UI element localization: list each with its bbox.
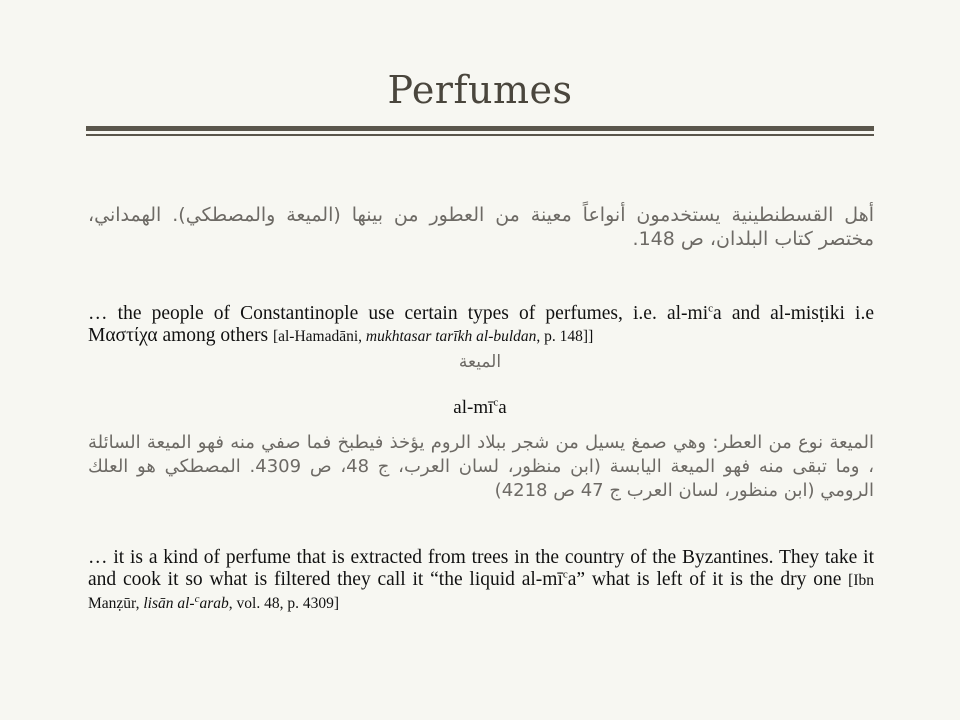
label-sup: c bbox=[493, 396, 499, 409]
arabic-quote-hamadani: أهل القسطنطينية يستخدمون أنواعاً معينة من العطور من بينها (الميعة والمصطكي). الهمداني، مختصر كتاب البلدان، ص 148. bbox=[88, 204, 874, 250]
cite-2-title-part2: arab bbox=[199, 595, 229, 612]
arabic-label-almia: الميعة bbox=[458, 352, 502, 372]
cite-1-open: [al-Hamadāni, bbox=[272, 328, 366, 345]
english-2-text2: a” what is left of it is the dry one bbox=[567, 569, 849, 590]
transliteration-label bbox=[0, 397, 960, 419]
english-2-sup: c bbox=[562, 568, 568, 581]
english-translation-ibn-manzur bbox=[88, 547, 874, 615]
english-1-sup: c bbox=[708, 302, 714, 315]
cite-2-title bbox=[143, 592, 229, 612]
title-rule-thin bbox=[86, 134, 874, 136]
label-text2: a bbox=[498, 397, 507, 418]
cite-1-title: mukhtasar tarīkh al-buldan bbox=[365, 328, 537, 345]
cite-2-open: [Ibn Manẓūr, bbox=[88, 572, 874, 612]
english-1-text: … the people of Constantinople use certain types of perfumes, i.e. al-mi bbox=[88, 303, 709, 324]
english-translation-hamadani bbox=[88, 303, 874, 348]
cite-2-sup: c bbox=[194, 592, 200, 605]
citation-hamadani bbox=[273, 328, 593, 345]
english-1-text2: a and al-misṭiki i.e Μαστίχα among others bbox=[88, 303, 874, 346]
slide-title: Perfumes bbox=[387, 68, 573, 112]
arabic-quote-ibn-manzur: الميعة نوع من العطر: وهي صمغ يسيل من شجر ببلاد الروم يؤخذ فيطبخ فما صفي منه فهو الميعة السائلة ، وما تبقى منه فهو الميعة اليابسة (ابن منظور، لسان العرب، ج 48، ص 4309. المصطكي هو العلك الرومي (ابن منظور، لسان العرب ج 47 ص 4218) bbox=[88, 432, 875, 501]
english-2-text: … it is a kind of perfume that is extracted from trees in the country of the Byzantines. They take it and cook it so what is filtered they call it “the liquid al-mī bbox=[88, 547, 874, 590]
label-text: al-mī bbox=[453, 397, 494, 418]
cite-1-close: , p. 148]] bbox=[536, 328, 594, 345]
cite-2-title-part1: lisān al- bbox=[143, 595, 195, 612]
title-rule-thick bbox=[86, 126, 874, 131]
cite-2-close: , vol. 48, p. 4309] bbox=[228, 595, 339, 612]
